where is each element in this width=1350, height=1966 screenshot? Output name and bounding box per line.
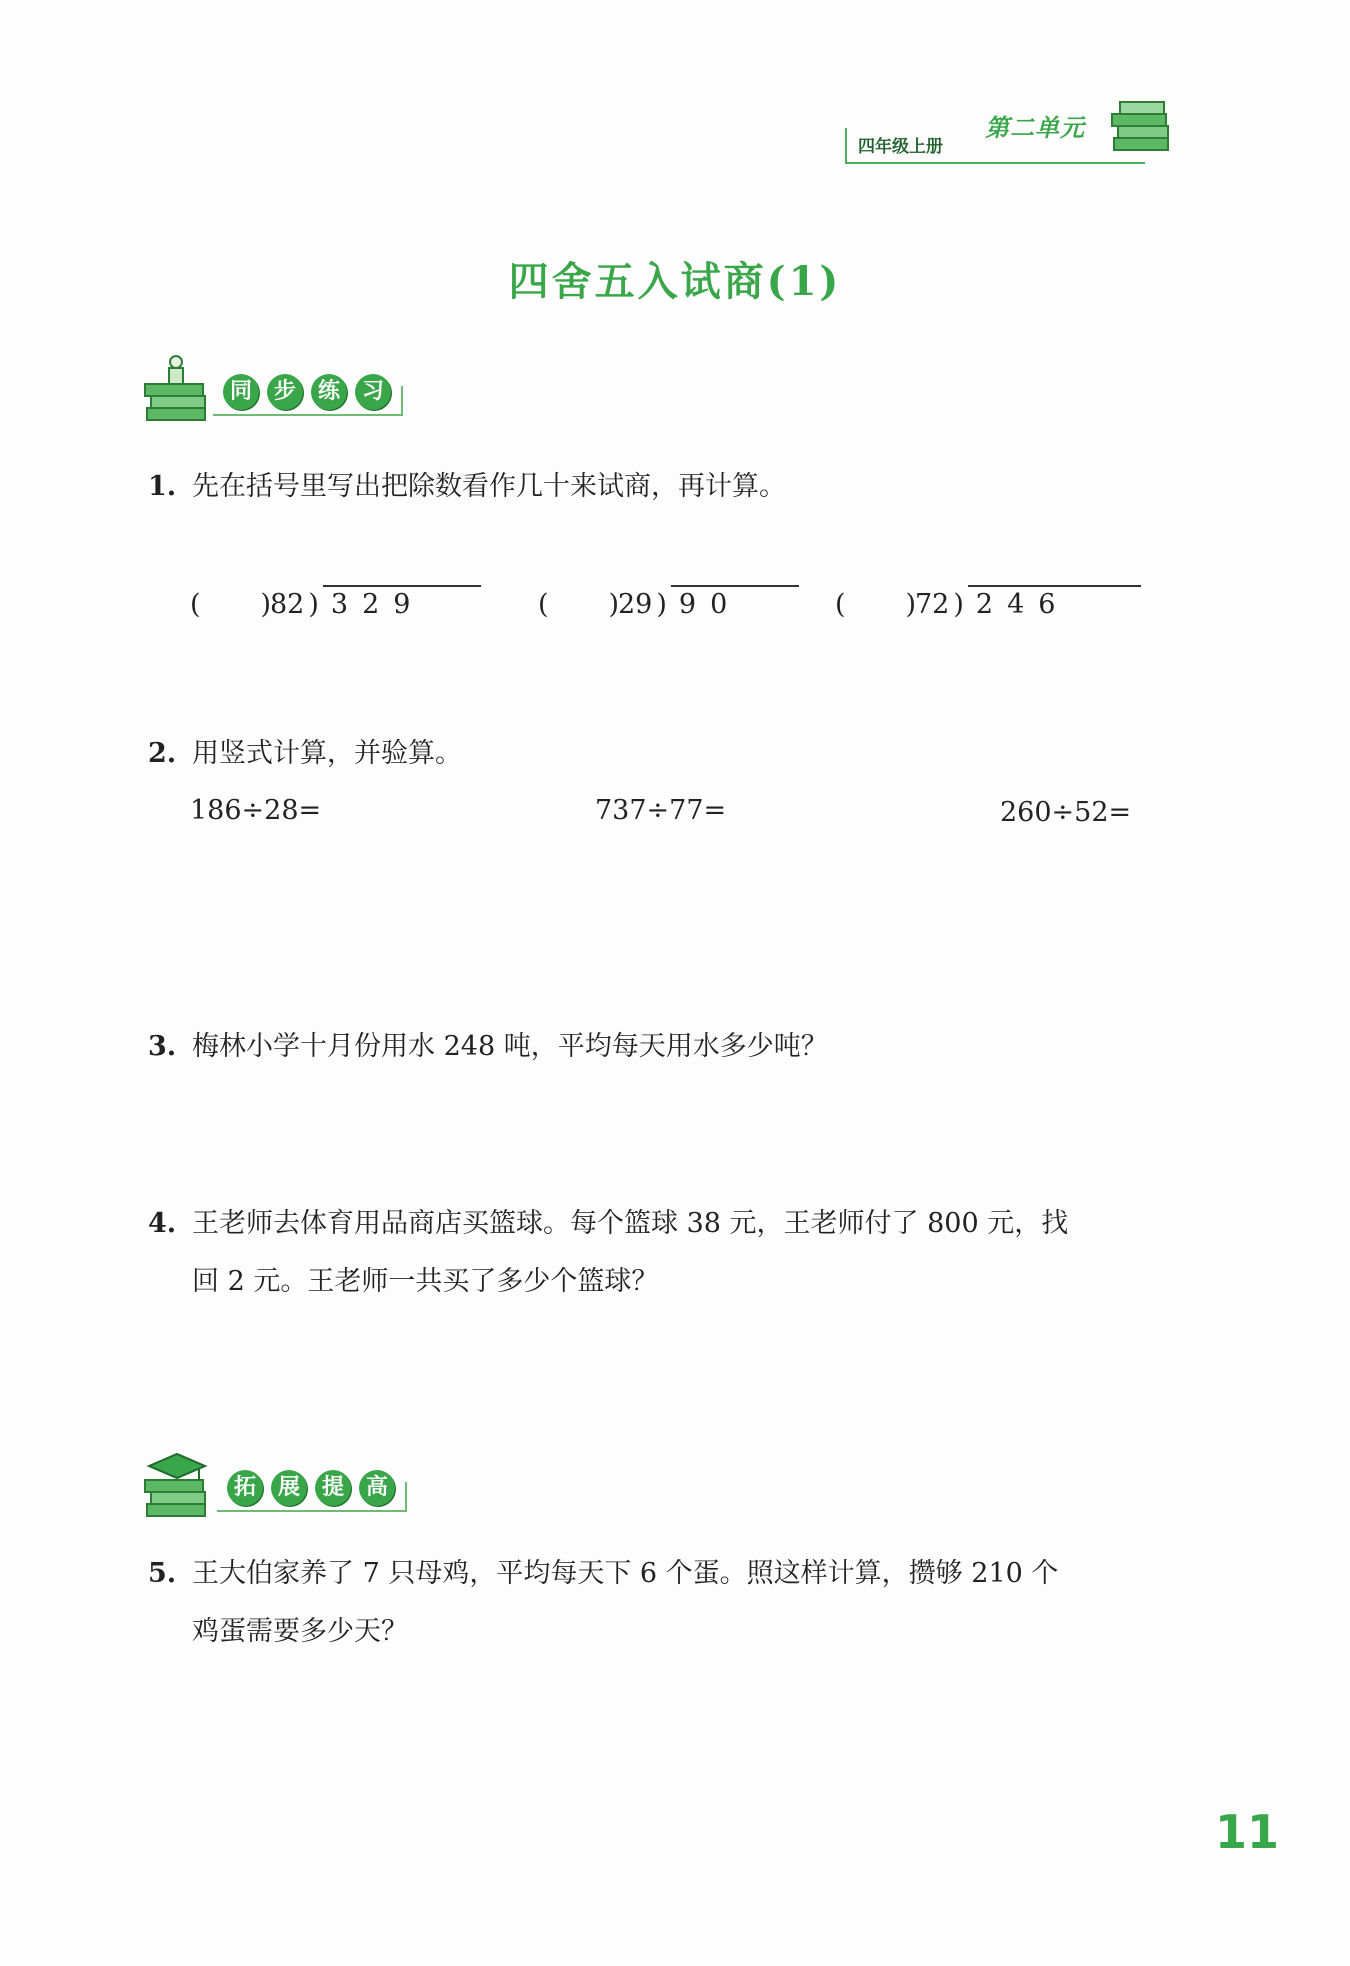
divisor: 72 [915, 589, 950, 620]
long-division-row [190, 585, 1190, 625]
section2-char-3: 提 [315, 1470, 351, 1506]
banner-underline [217, 1510, 407, 1512]
section1-char-4: 习 [355, 374, 391, 410]
section2-char-4: 高 [359, 1470, 395, 1506]
equation-2: 737÷77= [595, 795, 727, 826]
section1-char-1: 同 [223, 374, 259, 410]
question-1: 1. 先在括号里写出把除数看作几十来试商，再计算。 [148, 471, 786, 502]
banner-underline [213, 414, 403, 416]
section2-char-1: 拓 [227, 1470, 263, 1506]
unit-label: 第二单元 [985, 114, 1085, 142]
question-3-text: 梅林小学十月份用水 248 吨，平均每天用水多少吨？ [192, 1031, 828, 1062]
section1-char-2: 步 [267, 374, 303, 410]
section1-char-3: 练 [311, 374, 347, 410]
question-4-line-1: 王老师去体育用品商店买篮球。每个篮球 38 元，王老师付了 800 元，找 [192, 1208, 1069, 1239]
section-banner-practice [143, 352, 423, 432]
long-division-3: ( )72 ) 246 [835, 585, 1141, 620]
long-division-2: ( )29 ) 90 [538, 585, 799, 620]
dividend: 90 [671, 585, 799, 620]
section-banner-extension [143, 1448, 423, 1528]
banner-underline-end [405, 1482, 407, 1512]
question-2-text: 用竖式计算，并验算。 [192, 738, 462, 769]
long-division-1: ( )82 ) 329 [190, 585, 481, 620]
question-5-line-1: 王大伯家养了 7 只母鸡，平均每天下 6 个蛋。照这样计算，攒够 210 个 [192, 1558, 1059, 1589]
equation-3: 260÷52= [1000, 797, 1132, 828]
question-3: 3. 梅林小学十月份用水 248 吨，平均每天用水多少吨？ [148, 1031, 828, 1062]
grade-label: 四年级上册 [858, 137, 943, 157]
question-4-line-2: 回 2 元。王老师一共买了多少个篮球？ [192, 1266, 659, 1297]
books-icon [1110, 92, 1172, 164]
divisor: 82 [270, 589, 305, 620]
page-number: 11 [1215, 1805, 1280, 1859]
question-5: 5. 王大伯家养了 7 只母鸡，平均每天下 6 个蛋。照这样计算，攒够 210 个 鸡蛋需要多少天？ [148, 1545, 1208, 1661]
books-cap-icon [143, 1448, 213, 1526]
section2-char-2: 展 [271, 1470, 307, 1506]
equation-1: 186÷28= [190, 795, 322, 826]
banner-underline-end [401, 386, 403, 416]
dividend: 329 [323, 585, 481, 620]
books-lamp-icon [143, 352, 213, 430]
dividend: 246 [968, 585, 1141, 620]
question-5-line-2: 鸡蛋需要多少天？ [192, 1616, 408, 1647]
question-1-text: 先在括号里写出把除数看作几十来试商，再计算。 [192, 471, 786, 502]
page-title: 四舍五入试商(1) [508, 258, 842, 305]
question-2: 2. 用竖式计算，并验算。 [148, 738, 462, 769]
question-4: 4. 王老师去体育用品商店买篮球。每个篮球 38 元，王老师付了 800 元，找 回 2 元。王老师一共买了多少个篮球？ [148, 1195, 1208, 1311]
divisor: 29 [618, 589, 653, 620]
